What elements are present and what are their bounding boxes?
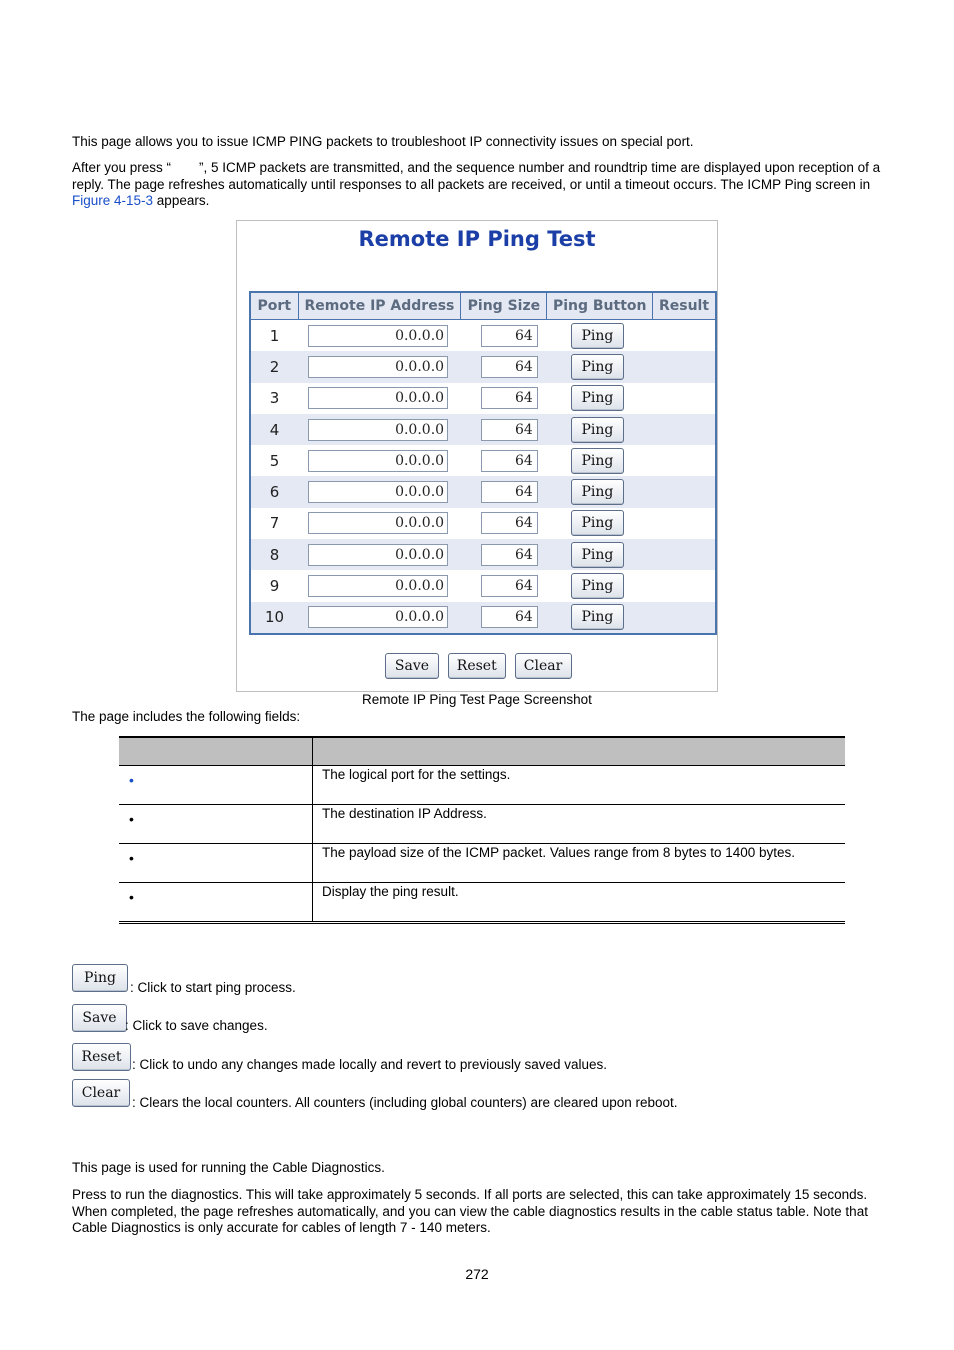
port-cell: 9 <box>269 577 280 596</box>
ping-size-input[interactable]: 64 <box>481 606 538 628</box>
field-description: The payload size of the ICMP packet. Values range from 8 bytes to 1400 bytes. <box>322 845 796 860</box>
port-cell: 5 <box>269 451 280 470</box>
button-cell <box>547 602 653 634</box>
ping-size-input[interactable]: 64 <box>481 481 538 503</box>
port-cell: 1 <box>269 326 280 345</box>
port-cell: 10 <box>250 602 298 634</box>
button-cell <box>547 539 653 570</box>
ping-size-input[interactable]: 64 <box>481 325 538 347</box>
remote-ip-input[interactable]: 0.0.0.0 <box>308 419 448 441</box>
field-description: Display the ping result. <box>322 884 459 899</box>
legend-reset <box>72 1043 608 1072</box>
ip-cell <box>298 383 461 414</box>
ip-cell <box>298 351 461 382</box>
field-row <box>119 805 845 844</box>
button-cell <box>547 570 653 601</box>
remote-ip-input[interactable]: 0.0.0.0 <box>308 481 448 503</box>
ping-row <box>250 445 716 476</box>
button-cell <box>547 320 653 352</box>
ip-cell <box>298 445 461 476</box>
port-cell: 6 <box>250 476 298 507</box>
ping-button[interactable]: Ping <box>571 323 624 349</box>
intro-text-b: ”, 5 ICMP packets are transmitted, and the sequence number and roundtrip time are displayed upon reception of a reply. The page refreshes automatically until responses to all packets are received, or until a timeout occurs. The ICMP Ping screen in <box>72 160 881 192</box>
header-remote-ip: Remote IP Address <box>298 292 461 320</box>
bullet: • <box>129 811 134 827</box>
button-cell <box>547 476 653 507</box>
bullet: • <box>129 850 134 866</box>
button-cell <box>547 351 653 382</box>
button-cell <box>547 383 653 414</box>
size-cell <box>461 445 547 476</box>
fields-intro: The page includes the following fields: <box>72 709 301 724</box>
header-ping-size: Ping Size <box>461 292 547 320</box>
ping-size-input[interactable]: 64 <box>481 356 538 378</box>
ping-button[interactable]: Ping <box>571 354 624 380</box>
ping-size-input[interactable]: 64 <box>481 512 538 534</box>
bullet: • <box>129 772 134 788</box>
ping-row <box>250 508 716 539</box>
field-description: The destination IP Address. <box>322 806 487 821</box>
size-cell <box>461 539 547 570</box>
field-row <box>119 766 845 805</box>
intro-paragraph-1: This page allows you to issue ICMP PING packets to troubleshoot IP connectivity issues on special port. <box>72 134 694 149</box>
screenshot-button-bar <box>385 653 577 679</box>
screenshot-title: Remote IP Ping Test <box>358 227 596 251</box>
legend-save <box>72 1004 268 1033</box>
ping-button[interactable]: Ping <box>571 417 624 443</box>
remote-ip-ping-screenshot <box>236 220 718 692</box>
button-cell <box>547 508 653 539</box>
result-cell <box>653 383 716 414</box>
result-cell <box>653 602 716 634</box>
ping-size-input[interactable]: 64 <box>481 419 538 441</box>
ping-button[interactable]: Ping <box>571 510 624 536</box>
ping-size-input[interactable]: 64 <box>481 450 538 472</box>
size-cell <box>461 602 547 634</box>
result-cell <box>653 539 716 570</box>
ip-cell <box>298 602 461 634</box>
ping-row <box>250 320 716 352</box>
cable-paragraph-1: This page is used for running the Cable Diagnostics. <box>72 1160 385 1175</box>
legend-ping <box>72 964 296 995</box>
legend-clear-text: : Clears the local counters. All counters (including global counters) are cleared upon reboot. <box>132 1095 678 1110</box>
port-cell: 8 <box>250 539 298 570</box>
figure-caption: Remote IP Ping Test Page Screenshot <box>362 692 592 707</box>
ip-cell <box>298 508 461 539</box>
ping-size-input[interactable]: 64 <box>481 544 538 566</box>
remote-ip-input[interactable]: 0.0.0.0 <box>308 606 448 628</box>
port-cell: 2 <box>250 351 298 382</box>
ping-row <box>250 570 716 601</box>
legend-clear-button[interactable]: Clear <box>72 1079 130 1107</box>
intro-text-c: appears. <box>153 193 210 208</box>
remote-ip-input[interactable]: 0.0.0.0 <box>308 356 448 378</box>
reset-button[interactable]: Reset <box>448 653 506 679</box>
ip-cell <box>298 320 461 352</box>
ping-row <box>250 476 716 507</box>
ping-row <box>250 539 716 570</box>
remote-ip-input[interactable]: 0.0.0.0 <box>308 325 448 347</box>
header-ping-button: Ping Button <box>547 292 653 320</box>
field-row <box>119 844 845 883</box>
ping-button[interactable]: Ping <box>571 604 624 630</box>
port-cell: 3 <box>269 389 280 408</box>
button-cell <box>547 445 653 476</box>
clear-button[interactable]: Clear <box>515 653 572 679</box>
legend-reset-text: : Click to undo any changes made locally and revert to previously saved values. <box>132 1057 608 1072</box>
ping-table <box>249 291 717 635</box>
legend-reset-button[interactable]: Reset <box>72 1043 131 1071</box>
ping-button[interactable]: Ping <box>571 479 624 505</box>
result-cell <box>653 508 716 539</box>
button-cell <box>547 414 653 445</box>
ping-size-input[interactable]: 64 <box>481 387 538 409</box>
field-row <box>119 883 845 924</box>
ping-row <box>250 414 716 445</box>
ping-row <box>250 383 716 414</box>
save-button[interactable]: Save <box>385 653 439 679</box>
intro-text-a: After you press “ <box>72 160 172 175</box>
ping-size-input[interactable]: 64 <box>481 575 538 597</box>
ping-button[interactable]: Ping <box>571 542 624 568</box>
ping-row <box>250 602 716 634</box>
legend-ping-text: : Click to start ping process. <box>130 980 296 995</box>
result-cell <box>653 320 716 352</box>
legend-save-button[interactable]: Save <box>72 1004 127 1032</box>
fields-table-header <box>119 736 845 766</box>
page-number: 272 <box>465 1266 489 1282</box>
ping-button[interactable]: Ping <box>571 573 624 599</box>
header-port: Port <box>250 292 298 320</box>
remote-ip-input[interactable]: 0.0.0.0 <box>308 450 448 472</box>
result-cell <box>653 476 716 507</box>
legend-ping-button[interactable]: Ping <box>72 964 128 992</box>
result-cell <box>653 351 716 382</box>
ping-button[interactable]: Ping <box>571 385 624 411</box>
bullet: • <box>129 889 134 905</box>
port-cell: 4 <box>250 414 298 445</box>
result-cell <box>653 570 716 601</box>
ping-button[interactable]: Ping <box>571 448 624 474</box>
legend-clear <box>72 1079 678 1110</box>
remote-ip-input[interactable]: 0.0.0.0 <box>308 512 448 534</box>
port-cell: 7 <box>269 514 280 533</box>
ping-table-header <box>250 292 716 320</box>
ip-cell <box>298 476 461 507</box>
fields-table <box>119 736 845 924</box>
size-cell <box>461 351 547 382</box>
ip-cell <box>298 414 461 445</box>
size-cell <box>461 476 547 507</box>
legend-save-text: : Click to save changes. <box>125 1018 268 1033</box>
result-cell <box>653 445 716 476</box>
header-result: Result <box>653 292 716 320</box>
cable-paragraph-2: Press to run the diagnostics. This will take approximately 5 seconds. If all ports are selected, this can take approximately 15 seconds. When completed, the page refreshes automatically, and you can view the cable diagnostics results in the cable status table. Note that Cable Diagnostics is only accurate for cables of length 7 - 140 meters. <box>72 1187 868 1235</box>
remote-ip-input[interactable]: 0.0.0.0 <box>308 544 448 566</box>
size-cell <box>461 508 547 539</box>
ping-row <box>250 351 716 382</box>
size-cell <box>461 383 547 414</box>
ip-cell <box>298 570 461 601</box>
field-description: The logical port for the settings. <box>322 767 511 782</box>
intro-paragraph-2 <box>72 160 887 210</box>
ip-cell <box>298 539 461 570</box>
size-cell <box>461 320 547 352</box>
size-cell <box>461 570 547 601</box>
remote-ip-input[interactable]: 0.0.0.0 <box>308 575 448 597</box>
size-cell <box>461 414 547 445</box>
result-cell <box>653 414 716 445</box>
figure-link[interactable]: Figure 4-15-3 <box>72 193 154 208</box>
remote-ip-input[interactable]: 0.0.0.0 <box>308 387 448 409</box>
